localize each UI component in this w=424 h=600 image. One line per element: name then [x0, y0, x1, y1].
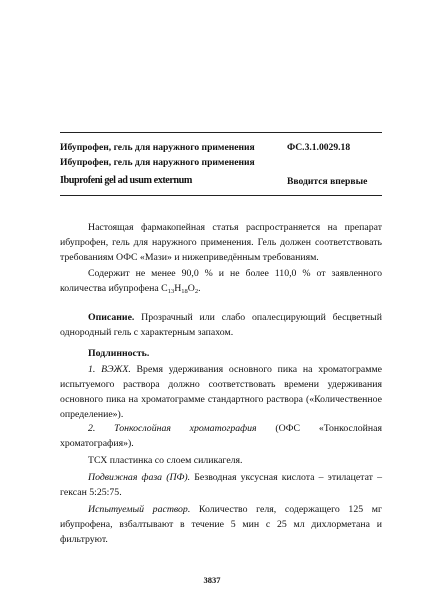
test-solution-paragraph: Испытуемый раствор. Количество геля, содержащего 125 мг ибупрофена, взбалтывают в течение 5 мин с 25 мл дихлорметана и фильтруют.: [60, 504, 382, 545]
tlc-paragraph: 2. Тонкослойная хроматография (ОФС «Тонкослойная хроматография»).: [60, 423, 382, 449]
tlc-plate-paragraph: ТСХ пластинка со слоем силикагеля.: [88, 455, 243, 466]
latin-title: Ibuprofeni gel ad usum externum: [60, 175, 192, 186]
description-paragraph: Описание. Прозрачный или слабо опалесцирующий бесцветный однородный гель с характерным запахом.: [60, 312, 382, 338]
test-solution-label: Испытуемый раствор.: [88, 504, 191, 515]
introduced-first-time-note: Вводится впервые: [287, 176, 368, 187]
page-number: 3837: [203, 575, 221, 585]
hplc-label: 1. ВЭЖХ.: [88, 364, 131, 375]
header-top-rule: [60, 132, 382, 133]
identification-heading: Подлинность.: [88, 348, 150, 359]
monograph-code: ФС.3.1.0029.18: [287, 142, 351, 153]
mobile-phase-label: Подвижная фаза (ПФ).: [88, 472, 191, 483]
hplc-paragraph: 1. ВЭЖХ. Время удерживания основного пика на хроматограмме испытуемого раствора должно соответствовать времени удерживания основного пика на хроматограмме стандартного раствора («Количественное определение»).: [60, 364, 382, 420]
scope-paragraph: Настоящая фармакопейная статья распространяется на препарат ибупрофен, гель для наружного применения. Гель должен соответствовать требованиям ОФС «Мази» и нижеприведённым требованиям.: [60, 222, 382, 263]
chemical-formula: $C_{13}H_{18}O_2$: [161, 283, 199, 295]
mobile-phase-paragraph: Подвижная фаза (ПФ). Безводная уксусная кислота – этилацетат – гексан 5:25:75.: [60, 472, 382, 498]
description-label: Описание.: [88, 312, 135, 323]
tlc-label: 2. Тонкослойная хроматография: [88, 423, 257, 434]
header-bottom-rule: [60, 195, 382, 196]
content-paragraph: Содержит не менее 90,0 % и не более 110,0 % от заявленного количества ибупрофена $C_{13}H_{18}O_2$.: [60, 268, 382, 295]
monograph-title-repeat: Ибупрофен, гель для наружного применения: [60, 157, 255, 168]
monograph-title: Ибупрофен, гель для наружного применения: [60, 142, 255, 153]
